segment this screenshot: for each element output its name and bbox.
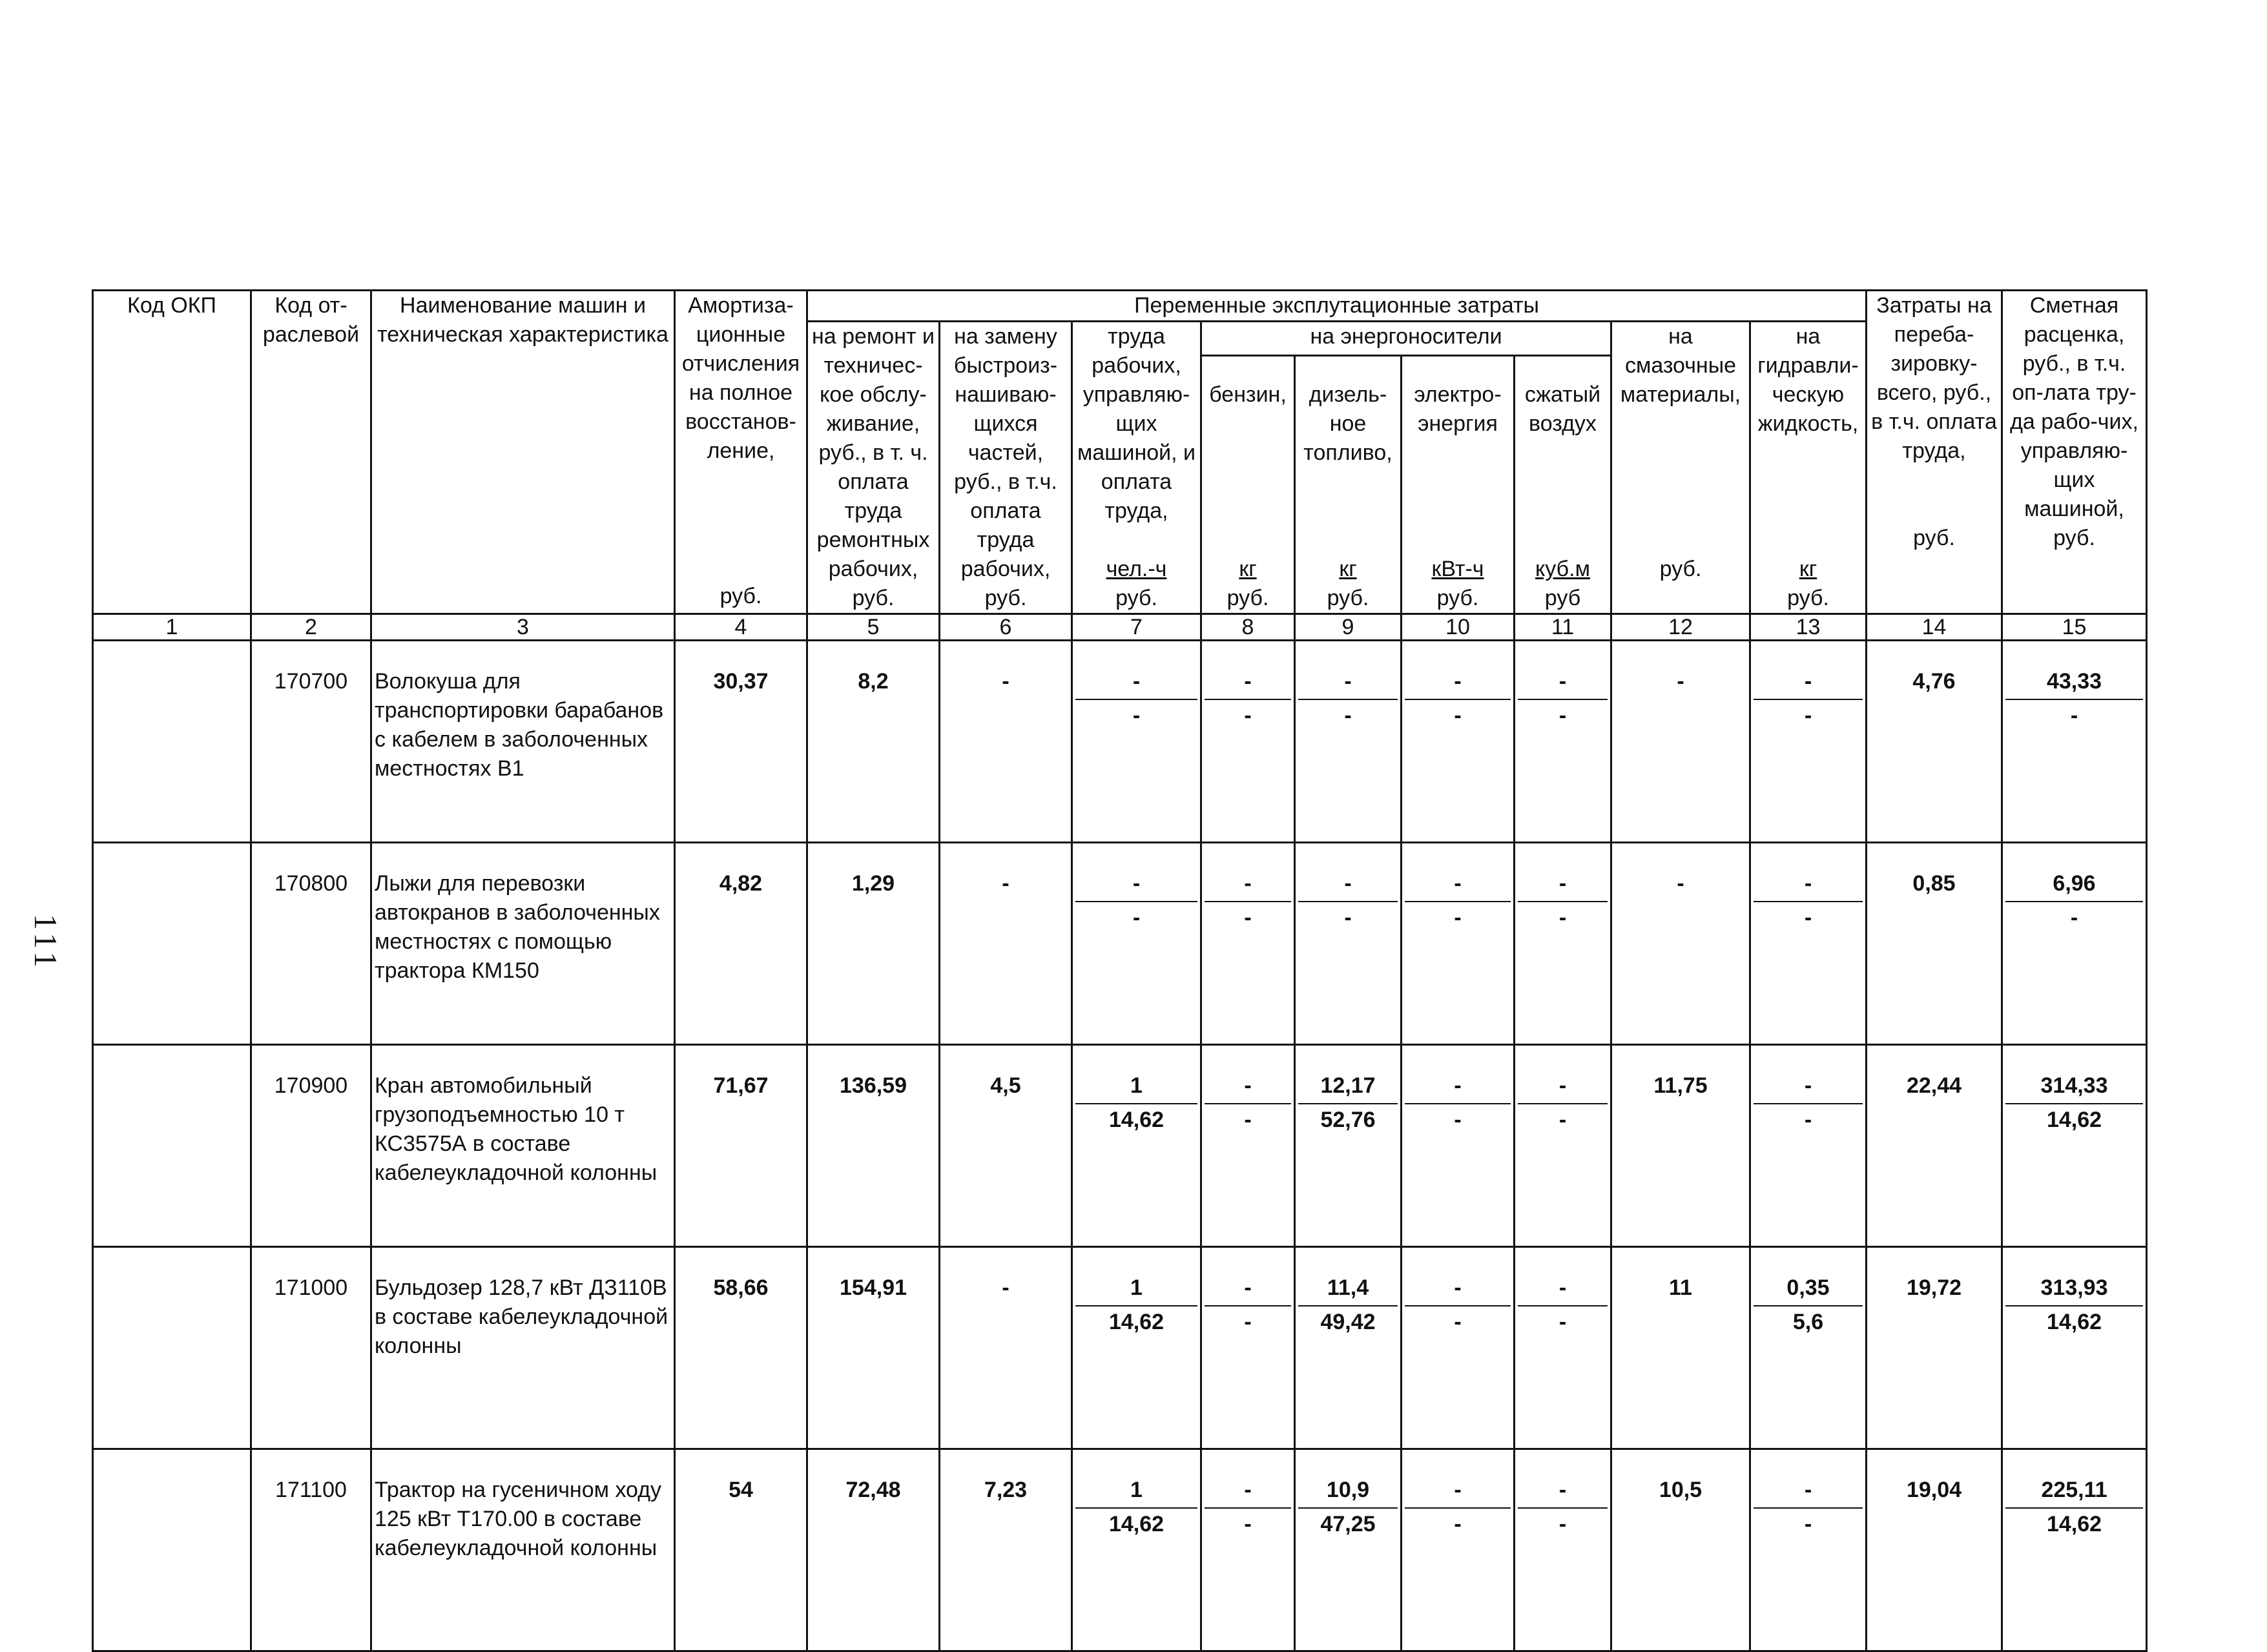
okp-cell: [93, 1449, 251, 1651]
electro-cell-bottom: -: [1405, 1507, 1511, 1539]
labor-cell: [1072, 1247, 1201, 1449]
okp-cell: [93, 843, 251, 1045]
diesel-cell-top: -: [1344, 669, 1352, 694]
header-diesel-text: дизель-ное топливо,: [1303, 382, 1392, 465]
lube-cell: 11,75: [1611, 1045, 1750, 1247]
diesel-cell-top: -: [1344, 871, 1352, 896]
petrol-cell-top: -: [1244, 1275, 1252, 1300]
electro-cell: [1402, 1045, 1515, 1247]
petrol-cell-top: -: [1244, 669, 1252, 694]
header-energy: на энергоносители: [1201, 322, 1611, 356]
header-diesel-unit-top: кг: [1339, 557, 1357, 581]
table-row: [93, 1045, 2147, 1247]
air-cell: [1515, 843, 1611, 1045]
header-parts-unit: руб.: [984, 586, 1027, 610]
electro-cell: [1402, 1247, 1515, 1449]
diesel-cell: [1295, 843, 1402, 1045]
estimate-cell-bottom: 14,62: [2005, 1305, 2143, 1337]
column-number: 5: [807, 614, 940, 641]
petrol-cell-top: -: [1244, 871, 1252, 896]
electro-cell-bottom: -: [1405, 901, 1511, 933]
header-parts-text: на замену быстроиз-нашиваю-щихся частей, руб., в т.ч. оплата труда рабочих,: [953, 324, 1058, 581]
column-number-row: [93, 614, 2147, 641]
header-lube-text: на смазочные материалы,: [1620, 324, 1741, 407]
header-amortization-text: Амортиза-ционные отчисления на полное восстанов-ление,: [681, 293, 800, 463]
labor-cell-bottom: 14,62: [1075, 1103, 1197, 1135]
labor-cell-bottom: -: [1075, 901, 1197, 933]
electro-cell: [1402, 843, 1515, 1045]
air-cell-bottom: -: [1518, 1507, 1608, 1539]
air-cell-bottom: -: [1518, 1305, 1608, 1337]
labor-cell-top: -: [1132, 669, 1141, 694]
okp-cell: [93, 641, 251, 843]
estimate-cell: [2002, 1247, 2147, 1449]
estimate-cell: [2002, 843, 2147, 1045]
header-hydro-unit-top: кг: [1799, 557, 1817, 581]
column-number: 13: [1750, 614, 1867, 641]
rebase-cell: 0,85: [1867, 843, 2002, 1045]
diesel-cell-bottom: -: [1298, 699, 1398, 730]
air-cell-bottom: -: [1518, 699, 1608, 730]
lube-cell: 11: [1611, 1247, 1750, 1449]
machine-name-cell: Кран автомобильный грузоподъемностью 10 т КС3575А в составе кабелеукладочной колонны: [371, 1045, 675, 1247]
diesel-cell-bottom: 52,76: [1298, 1103, 1398, 1135]
petrol-cell-top: -: [1244, 1073, 1252, 1098]
header-air-unit-bottom: руб: [1544, 586, 1581, 610]
lube-cell: -: [1611, 641, 1750, 843]
estimate-cell: [2002, 641, 2147, 843]
machine-name-cell: Бульдозер 128,7 кВт ДЗ110В в составе кабелеукладочной колонны: [371, 1247, 675, 1449]
amortization-cell: 30,37: [675, 641, 807, 843]
electro-cell-top: -: [1454, 1275, 1462, 1300]
hydro-cell-bottom: -: [1754, 699, 1863, 730]
rebase-cell: 4,76: [1867, 641, 2002, 843]
header-lube: [1611, 322, 1750, 614]
petrol-cell: [1201, 1247, 1295, 1449]
air-cell-bottom: -: [1518, 1103, 1608, 1135]
air-cell: [1515, 1247, 1611, 1449]
column-number: 6: [940, 614, 1072, 641]
column-number: 8: [1201, 614, 1295, 641]
header-electro-unit-top: кВт-ч: [1431, 557, 1484, 581]
air-cell: [1515, 1045, 1611, 1247]
header-air-text: сжатый воздух: [1524, 382, 1601, 436]
header-air-unit-top: куб.м: [1535, 557, 1590, 581]
header-hydro: [1750, 322, 1867, 614]
estimate-cell-top: 43,33: [2046, 669, 2102, 694]
header-repair-unit: руб.: [852, 586, 895, 610]
header-repair: [807, 322, 940, 614]
hydro-cell-top: -: [1804, 669, 1812, 694]
labor-cell: [1072, 843, 1201, 1045]
labor-cell-bottom: 14,62: [1075, 1507, 1197, 1539]
diesel-cell: [1295, 1449, 1402, 1651]
header-lube-unit: руб.: [1659, 557, 1702, 581]
code-cell: 170700: [251, 641, 371, 843]
repair-cell: 1,29: [807, 843, 940, 1045]
hydro-cell: [1750, 1247, 1867, 1449]
estimate-cell-top: 314,33: [2040, 1073, 2108, 1098]
hydro-cell-top: -: [1804, 1478, 1812, 1502]
column-number: 15: [2002, 614, 2147, 641]
electro-cell-bottom: -: [1405, 1103, 1511, 1135]
estimate-cell-bottom: -: [2005, 901, 2143, 933]
hydro-cell-bottom: -: [1754, 1507, 1863, 1539]
estimate-cell-bottom: -: [2005, 699, 2143, 730]
code-cell: 171100: [251, 1449, 371, 1651]
header-hydro-text: на гидравли-ческую жидкость,: [1757, 324, 1859, 436]
air-cell-top: -: [1558, 669, 1567, 694]
amortization-cell: 58,66: [675, 1247, 807, 1449]
hydro-cell-top: 0,35: [1786, 1275, 1830, 1300]
machine-name-cell: Трактор на гусеничном ходу 125 кВт Т170.00 в составе кабелеукладочной колонны: [371, 1449, 675, 1651]
header-labor-text: труда рабочих, управляю-щих машиной, и оплата труда,: [1077, 324, 1196, 523]
diesel-cell-top: 10,9: [1326, 1478, 1370, 1502]
labor-cell-bottom: -: [1075, 699, 1197, 730]
electro-cell-bottom: -: [1405, 1305, 1511, 1337]
header-electro: [1402, 355, 1515, 614]
okp-cell: [93, 1045, 251, 1247]
hydro-cell: [1750, 1449, 1867, 1651]
hydro-cell-bottom: 5,6: [1754, 1305, 1863, 1337]
header-branch-code: Код от-раслевой: [251, 291, 371, 614]
column-number: 7: [1072, 614, 1201, 641]
header-petrol-text: бензин,: [1209, 382, 1287, 407]
estimate-cell-top: 225,11: [2041, 1478, 2107, 1502]
header-diesel: [1295, 355, 1402, 614]
rebase-cell: 19,72: [1867, 1247, 2002, 1449]
labor-cell-top: 1: [1130, 1275, 1143, 1300]
column-number: 4: [675, 614, 807, 641]
diesel-cell: [1295, 641, 1402, 843]
repair-cell: 8,2: [807, 641, 940, 843]
labor-cell-bottom: 14,62: [1075, 1305, 1197, 1337]
petrol-cell: [1201, 843, 1295, 1045]
table-row: [93, 641, 2147, 843]
parts-cell: -: [940, 843, 1072, 1045]
header-okp: Код ОКП: [93, 291, 251, 614]
diesel-cell-bottom: -: [1298, 901, 1398, 933]
estimate-cell-bottom: 14,62: [2005, 1507, 2143, 1539]
column-number: 1: [93, 614, 251, 641]
diesel-cell-top: 12,17: [1320, 1073, 1376, 1098]
air-cell-top: -: [1558, 1275, 1567, 1300]
hydro-cell-bottom: -: [1754, 1103, 1863, 1135]
labor-cell-top: 1: [1130, 1073, 1143, 1098]
amortization-cell: 4,82: [675, 843, 807, 1045]
code-cell: 170900: [251, 1045, 371, 1247]
parts-cell: 4,5: [940, 1045, 1072, 1247]
header-electro-unit-bottom: руб.: [1436, 586, 1479, 610]
machine-name-cell: Волокуша для транспортировки барабанов с кабелем в заболоченных местностях В1: [371, 641, 675, 843]
column-number: 3: [371, 614, 675, 641]
diesel-cell-bottom: 49,42: [1298, 1305, 1398, 1337]
lube-cell: -: [1611, 843, 1750, 1045]
code-cell: 170800: [251, 843, 371, 1045]
amortization-cell: 54: [675, 1449, 807, 1651]
hydro-cell-top: -: [1804, 871, 1812, 896]
electro-cell: [1402, 641, 1515, 843]
repair-cell: 72,48: [807, 1449, 940, 1651]
estimate-cell-top: 313,93: [2040, 1275, 2108, 1300]
hydro-cell: [1750, 641, 1867, 843]
header-repair-text: на ремонт и техничес-кое обслу-живание, руб., в т. ч. оплата труда ремонтных рабочих,: [811, 324, 935, 581]
labor-cell: [1072, 641, 1201, 843]
header-labor: [1072, 322, 1201, 614]
header-air: [1515, 355, 1611, 614]
air-cell: [1515, 641, 1611, 843]
header-electro-text: электро-энергия: [1414, 382, 1502, 436]
header-petrol-unit-top: кг: [1239, 557, 1257, 581]
petrol-cell: [1201, 1449, 1295, 1651]
machine-cost-table: [92, 289, 2148, 1652]
estimate-cell: [2002, 1449, 2147, 1651]
estimate-cell-bottom: 14,62: [2005, 1103, 2143, 1135]
column-number: 10: [1402, 614, 1515, 641]
header-petrol: [1201, 355, 1295, 614]
electro-cell-top: -: [1454, 669, 1462, 694]
air-cell: [1515, 1449, 1611, 1651]
header-amortization-unit: руб.: [719, 584, 762, 608]
electro-cell-top: -: [1454, 871, 1462, 896]
header-diesel-unit-bottom: руб.: [1327, 586, 1369, 610]
air-cell-top: -: [1558, 1478, 1567, 1502]
header-estimate-unit: руб.: [2053, 526, 2095, 550]
hydro-cell-top: -: [1804, 1073, 1812, 1098]
estimate-cell-top: 6,96: [2053, 871, 2096, 896]
table-row: [93, 1449, 2147, 1651]
estimate-cell: [2002, 1045, 2147, 1247]
header-machine-name: Наименование машин и техническая характеристика: [371, 291, 675, 614]
labor-cell: [1072, 1045, 1201, 1247]
hydro-cell-bottom: -: [1754, 901, 1863, 933]
electro-cell-top: -: [1454, 1478, 1462, 1502]
header-labor-unit-bottom: руб.: [1115, 586, 1157, 610]
code-cell: 171000: [251, 1247, 371, 1449]
rebase-cell: 19,04: [1867, 1449, 2002, 1651]
labor-cell-top: -: [1132, 871, 1141, 896]
lube-cell: 10,5: [1611, 1449, 1750, 1651]
petrol-cell-bottom: -: [1205, 1103, 1291, 1135]
header-rebase-text: Затраты на переба-зировку-всего, руб., в т.ч. оплата труда,: [1871, 293, 1997, 463]
electro-cell: [1402, 1449, 1515, 1651]
air-cell-top: -: [1558, 871, 1567, 896]
header-variable-costs: Переменные эксплутационные затраты: [807, 291, 1867, 322]
petrol-cell-top: -: [1244, 1478, 1252, 1502]
diesel-cell-top: 11,4: [1327, 1275, 1369, 1300]
petrol-cell: [1201, 1045, 1295, 1247]
column-number: 2: [251, 614, 371, 641]
diesel-cell-bottom: 47,25: [1298, 1507, 1398, 1539]
petrol-cell-bottom: -: [1205, 1507, 1291, 1539]
repair-cell: 154,91: [807, 1247, 940, 1449]
page-number: 111: [28, 914, 64, 972]
machine-name-cell: Лыжи для перевозки автокранов в заболоченных местностях с помощью трактора КМ150: [371, 843, 675, 1045]
petrol-cell: [1201, 641, 1295, 843]
header-estimate: [2002, 291, 2147, 614]
column-number: 11: [1515, 614, 1611, 641]
header-hydro-unit-bottom: руб.: [1787, 586, 1829, 610]
air-cell-bottom: -: [1518, 901, 1608, 933]
parts-cell: 7,23: [940, 1449, 1072, 1651]
header-amortization: [675, 291, 807, 614]
electro-cell-top: -: [1454, 1073, 1462, 1098]
header-rebase-unit: руб.: [1913, 526, 1955, 550]
okp-cell: [93, 1247, 251, 1449]
parts-cell: -: [940, 1247, 1072, 1449]
hydro-cell: [1750, 843, 1867, 1045]
labor-cell: [1072, 1449, 1201, 1651]
petrol-cell-bottom: -: [1205, 901, 1291, 933]
header-rebase: [1867, 291, 2002, 614]
parts-cell: -: [940, 641, 1072, 843]
column-number: 12: [1611, 614, 1750, 641]
electro-cell-bottom: -: [1405, 699, 1511, 730]
diesel-cell: [1295, 1045, 1402, 1247]
hydro-cell: [1750, 1045, 1867, 1247]
repair-cell: 136,59: [807, 1045, 940, 1247]
table-row: [93, 1247, 2147, 1449]
labor-cell-top: 1: [1130, 1478, 1143, 1502]
petrol-cell-bottom: -: [1205, 1305, 1291, 1337]
header-parts: [940, 322, 1072, 614]
diesel-cell: [1295, 1247, 1402, 1449]
amortization-cell: 71,67: [675, 1045, 807, 1247]
column-number: 9: [1295, 614, 1402, 641]
header-petrol-unit-bottom: руб.: [1227, 586, 1269, 610]
air-cell-top: -: [1558, 1073, 1567, 1098]
header-estimate-text: Сметная расценка, руб., в т.ч. оп-лата тру-да рабо-чих, управляю-щих машиной,: [2010, 293, 2138, 521]
rebase-cell: 22,44: [1867, 1045, 2002, 1247]
petrol-cell-bottom: -: [1205, 699, 1291, 730]
header-labor-unit-top: чел.-ч: [1106, 557, 1167, 581]
column-number: 14: [1867, 614, 2002, 641]
table-row: [93, 843, 2147, 1045]
